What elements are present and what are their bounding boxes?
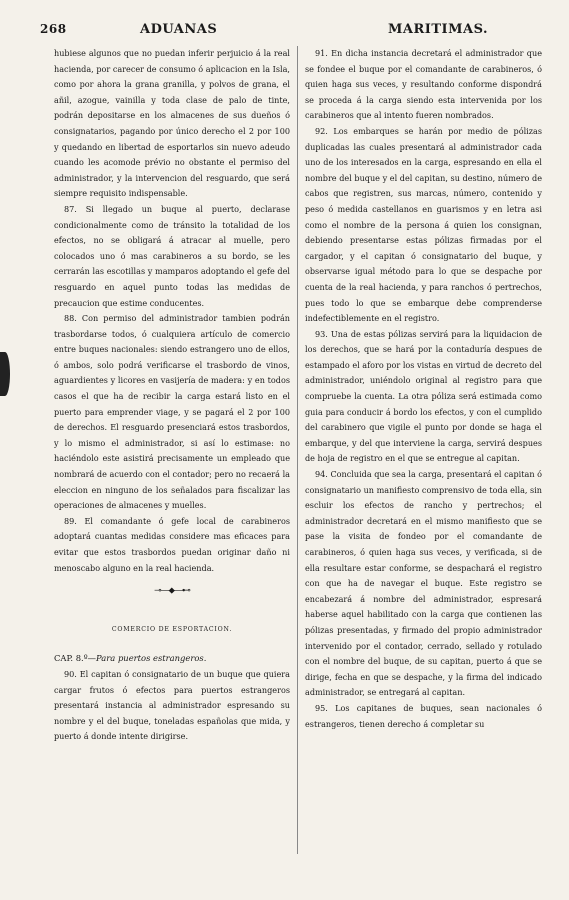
chapter-heading xyxy=(54,651,290,667)
article-90: 90. El capitan ó consignatario de un buque que quiera cargar frutos ó efectos para puertos estrangeros presentará instancia al administrador espresando su nombre y el del buque, toneladas españolas que mida, y puerto á donde intente dirigirse. xyxy=(54,668,290,742)
chapter-title: Para puertos estrangeros. xyxy=(96,653,207,664)
chapter-number: CAP. 8.º— xyxy=(54,653,97,664)
column-divider xyxy=(297,46,298,854)
page-number: 268 xyxy=(40,22,67,36)
article-88: 88. Con permiso del administrador tambien podrán trasbordarse todos, ó cualquiera artículo de comercio entre buques nacionales: siendo estrangero uno de ellos, ó ambos, solo podrá verificarse el trasbordo de vinos, aguardientes y licores en vasijería de madera: y en todos casos el que ha de recibir la carga estará listo en el puerto para emprender viage, y se pagará el 2 por 100 de derechos. El resguardo presenciará estos trasbordos, y lo mismo el administrador, si así lo estimase: no haciéndolo este asistirá precisamente un empleado que nombrará de acuerdo con el contador; pero no recaerá la eleccion en ninguno de los señalados para fiscalizar las operaciones de almacenes y muelles. xyxy=(54,313,290,511)
article-94: 94. Concluida que sea la carga, presentará el capitan ó consignatario un manifiesto comprensivo de toda ella, sin escluir los efectos de rancho y pertrechos; el administrador decretará en el mismo manifiesto que se pase la visita de fondeo por el comandante de carabineros, ó quien haga sus veces, y verificada, si de ella resultare estar conforme, se despachará el registro con que ha de navegar el buque. Este registro se encabezará á nombre del administrador, espresará haberse aquel habilitado con la carga que contienen las pólizas presentadas, y firmado del propio administrador intervenido por el contador, cerrado, sellado y rotulado con el nombre del buque, de su capitan, puerto á que se dirige, fecha en que se despache, y la firma del indicado administrador, se entregará al capitan. xyxy=(305,469,542,698)
left-column xyxy=(54,46,290,745)
article-91: 91. En dicha instancia decretará el administrador que se fondee el buque por el comandante de carabineros, ó quien haga sus veces, y resultando conforme dispondrá se proceda á la carga siendo esta intervenida por los carabineros que al intento fueren nombrados. xyxy=(305,48,542,121)
article-89: 89. El comandante ó gefe local de carabineros adoptará cuantas medidas considere mas eficaces para evitar que estos trasbordos puedan originar daño ni menoscabo alguno en la real hacienda. xyxy=(54,515,290,573)
article-95: 95. Los capitanes de buques, sean nacionales ó estrangeros, tienen derecho á completar su xyxy=(305,702,542,729)
ornament-divider: ⊸—⬥—⊷ xyxy=(154,586,190,597)
running-header-left: ADUANAS xyxy=(140,22,218,37)
article-93: 93. Una de estas pólizas servirá para la liquidacion de los derechos, que se hará por la contaduría despues de estampado el aforo por los vistas en virtud de decreto del administrador, uniéndolo original al registro para que compruebe la cuenta. La otra póliza será estimada como guia para conducir á bordo los efectos, y con el cumplido del carabinero que vigile el punto por donde se haga el embarque, y del que interviene la carga, servirá despues de hoja de registro en el que se entregue al capitan. xyxy=(305,328,542,464)
right-column xyxy=(305,46,542,732)
ink-blot xyxy=(0,352,10,396)
running-header-right: MARITIMAS. xyxy=(388,22,489,37)
paragraph-continued: hubiese algunos que no puedan inferir perjuicio á la real hacienda, por carecer de consumo ó aplicacion en la Isla, como por ahora la grana granilla, y polvos de grana, el añil, azogue, vainilla y toda clase de palo de tinte, podrán depositarse en los almacenes de sus dueños ó consignatarios, pagando por único derecho el 2 por 100 y quedando en libertad de esportarlos sin nuevo adeudo cuando les acomode prévio no obstante el permiso del administrador, y la intervencion del resguardo, que será siempre requisito indispensable. xyxy=(54,48,290,199)
section-title: COMERCIO DE ESPORTACION. xyxy=(111,625,233,633)
article-92: 92. Los embarques se harán por medio de pólizas duplicadas las cuales presentará al administrador cada uno de los interesados en la carga, espresando en ella el nombre del buque y el del capitan, su destino, número de cabos que registren, sus marcas, número, contenido y peso ó medida castellanos en guarismos y en letra asi como el nombre de la persona á quien los consignan, debiendo presentarse estas pólizas firmadas por el cargador, y el capitan ó consignatario del buque, y observarse igual método para lo que se despache por cuenta de la real hacienda, y para ranchos ó pertrechos, pues todo lo que se embarque debe comprenderse indefectiblemente en el registro. xyxy=(305,125,542,324)
article-87: 87. Si llegado un buque al puerto, declarase condicionalmente como de tránsito la totalidad de los efectos, no se obligará á atracar al muelle, pero colocados uno ó mas carabineros a su bordo, se les cerrarán las escotillas y mamparos adoptando el gefe del resguardo en aquel punto todas las medidas de precaucion que estime conducentes. xyxy=(54,203,290,308)
